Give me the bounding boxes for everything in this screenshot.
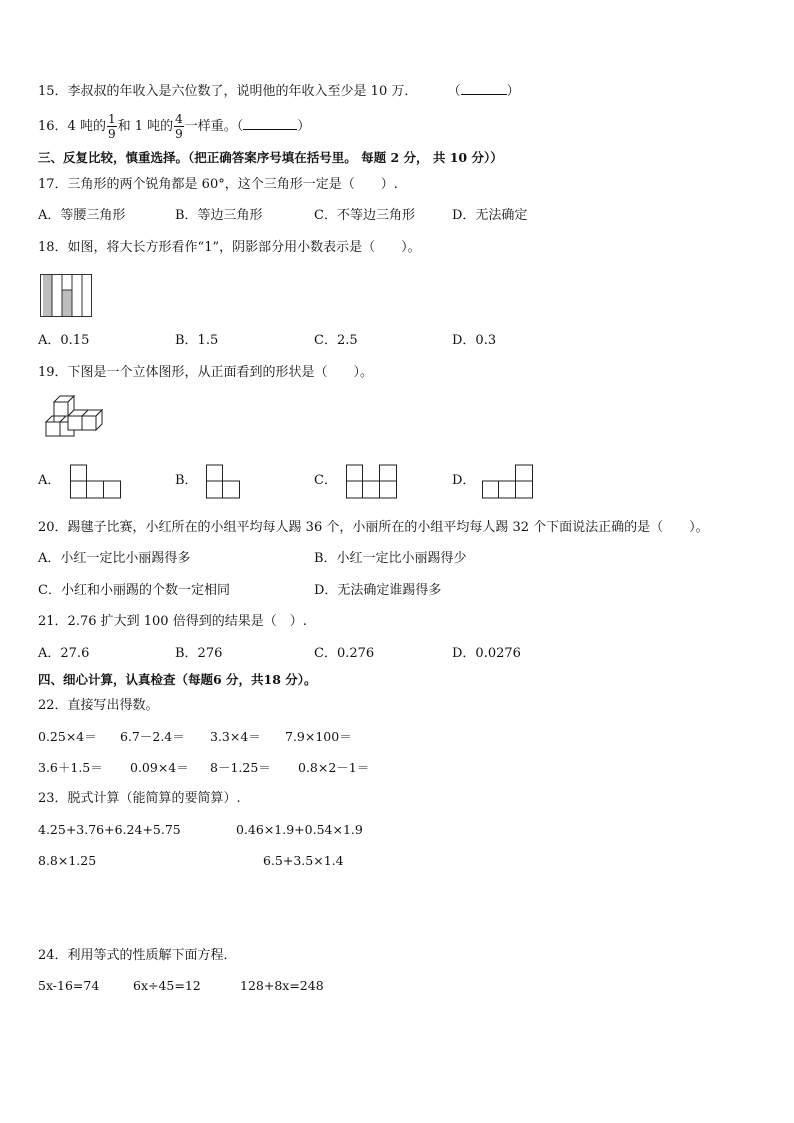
option-b[interactable]: B．小红一定比小丽踢得少 [314, 551, 467, 566]
option-d-label[interactable]: D． [452, 473, 476, 488]
question-17-stem: 17．三角形的两个锐角都是 60°，这个三角形一定是（ ）. [38, 177, 398, 192]
option-a[interactable]: A．27.6 [38, 646, 90, 661]
option-b-label[interactable]: B． [175, 473, 198, 488]
option-c[interactable]: C．0.276 [314, 646, 375, 661]
option-a[interactable]: A．小红一定比小丽踢得多 [38, 551, 191, 566]
question-16-mid: 和 1 吨的 [117, 119, 174, 134]
question-15 [38, 82, 520, 100]
question-20-stem: 20．踢毽子比赛，小红所在的小组平均每人踢 36 个，小丽所在的小组平均每人踢 32 个下面说法正确的是（ ）。 [38, 520, 709, 535]
cube-stack-figure [42, 395, 110, 443]
option-c[interactable]: C．2.5 [314, 333, 358, 348]
option-b-view-figure[interactable] [206, 464, 242, 500]
question-23-stem: 23．脱式计算（能简算的要简算）. [38, 791, 241, 806]
option-a-view-figure[interactable] [70, 464, 122, 500]
option-b[interactable]: B．等边三角形 [175, 208, 263, 223]
question-22-stem: 22．直接写出得数。 [38, 698, 159, 713]
calc-expression: 8.8×1.25 [38, 853, 97, 868]
option-c-label[interactable]: C． [314, 473, 337, 488]
close-paren: ） [506, 84, 520, 99]
question-18-stem: 18．如图，将大长方形看作“1”，阴影部分用小数表示是（ ）。 [38, 240, 421, 255]
calc-expression: 0.46×1.9+0.54×1.9 [236, 822, 363, 837]
question-19-stem: 19．下图是一个立体图形，从正面看到的形状是（ ）。 [38, 365, 374, 380]
question-24-stem: 24．利用等式的性质解下面方程． [38, 948, 237, 963]
option-d[interactable]: D．0.3 [452, 333, 497, 348]
section-4-title: 四、细心计算，认真检查（每题6 分，共18 分）。 [38, 672, 317, 687]
calc-item: 6.7－2.4＝ [120, 729, 185, 744]
option-b[interactable]: B．1.5 [175, 333, 219, 348]
option-c-view-figure[interactable] [346, 464, 398, 500]
question-16 [38, 112, 310, 142]
answer-blank[interactable] [461, 82, 507, 95]
option-d[interactable]: D．无法确定 [452, 208, 528, 223]
option-a[interactable]: A．0.15 [38, 333, 90, 348]
question-15-text: 15．李叔叔的年收入是六位数了，说明他的年收入至少是 10 万． [38, 84, 418, 99]
calc-item: 3.6＋1.5＝ [38, 760, 103, 775]
option-c[interactable]: C．不等边三角形 [314, 208, 415, 223]
calc-item: 7.9×100＝ [285, 729, 352, 744]
option-b[interactable]: B．276 [175, 646, 223, 661]
section-3-title: 三、反复比较，慎重选择。（把正确答案序号填在括号里。 每题 2 分， 共 10 分）） [38, 150, 503, 165]
equation: 5x-16=74 [38, 978, 100, 993]
question-16-prefix: 16．4 吨的 [38, 119, 106, 134]
equation: 6x÷45=12 [133, 978, 201, 993]
open-paren: （ [447, 84, 461, 99]
fraction-one-ninth: $\frac{1}{9}$ [107, 112, 116, 141]
question-16-suffix: 一样重。（ [184, 119, 244, 134]
calc-item: 0.09×4＝ [130, 760, 189, 775]
rectangle-shading-figure [40, 274, 94, 318]
calc-item: 0.25×4＝ [38, 729, 97, 744]
option-a[interactable]: A．等腰三角形 [38, 208, 126, 223]
answer-blank[interactable] [243, 117, 297, 130]
option-c[interactable]: C．小红和小丽踢的个数一定相同 [38, 583, 230, 598]
option-d[interactable]: D．无法确定谁踢得多 [314, 583, 442, 598]
fraction-four-ninths: $\frac{4}{9}$ [175, 112, 183, 141]
calc-item: 8－1.25＝ [210, 760, 271, 775]
calc-item: 3.3×4＝ [210, 729, 261, 744]
calc-expression: 6.5+3.5×1.4 [263, 853, 344, 868]
equation: 128+8x=248 [240, 978, 324, 993]
option-a-label[interactable]: A． [38, 473, 61, 488]
question-21-stem: 21．2.76 扩大到 100 倍得到的结果是（ ）. [38, 614, 307, 629]
option-d-view-figure[interactable] [482, 464, 534, 500]
option-d[interactable]: D．0.0276 [452, 646, 521, 661]
close-paren: ） [297, 119, 311, 134]
calc-expression: 4.25+3.76+6.24+5.75 [38, 822, 181, 837]
calc-item: 0.8×2－1＝ [298, 760, 370, 775]
